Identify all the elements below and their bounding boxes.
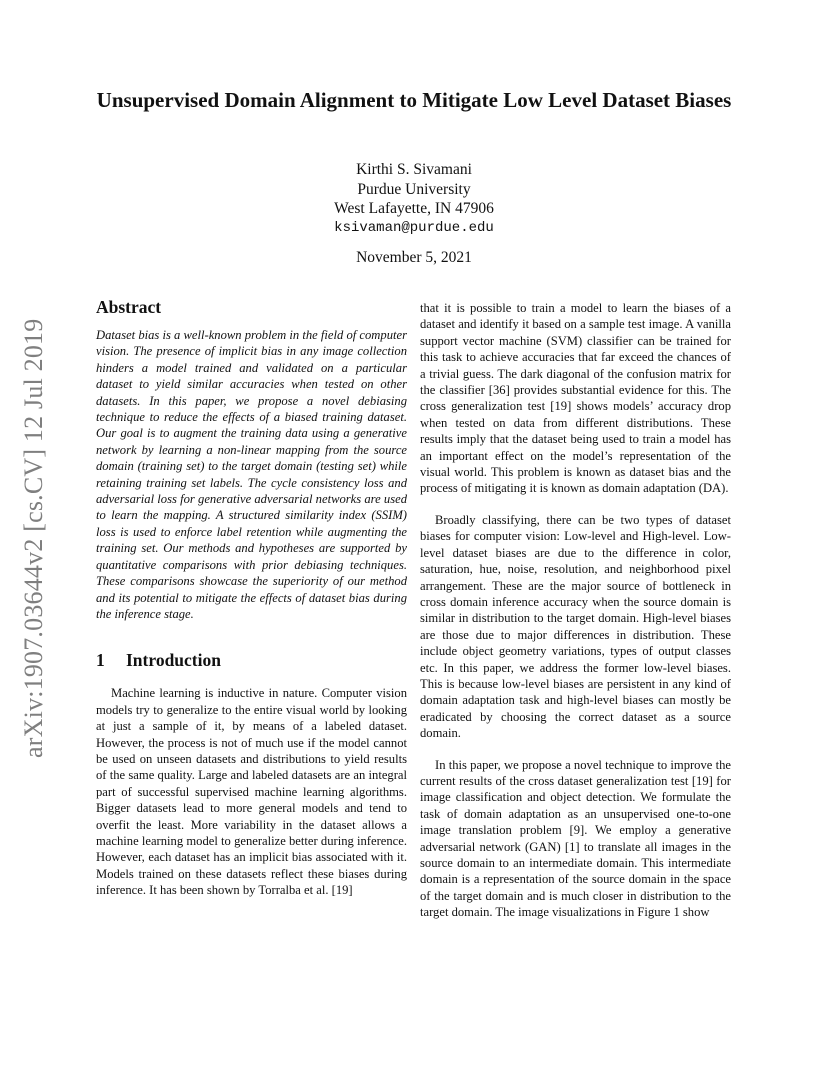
section-title: Introduction [126, 650, 221, 671]
author-name: Kirthi S. Sivamani [356, 161, 472, 178]
intro-paragraph-1: Machine learning is inductive in nature. Computer vision models try to generalize to the entire visual world by looking at just a sample of it, by means of a labeled dataset. However, the process is not of much use if the model cannot be used on unseen datasets and distributions to yield results of the same quality. Large and labeled datasets are an integral part of successful supervised machine learning algorithms. Bigger datasets lead to more general models and tend to overfit the least. More variability in the dataset allows a machine learning model to generalize better during inference. However, each dataset has an implicit bias associated with it. Models trained on these datasets reflect these biases during inference. It has been shown by Torralba et al. [19] [96, 686, 407, 898]
abstract-heading: Abstract [96, 297, 162, 317]
intro-paragraph-1-continued: that it is possible to train a model to learn the biases of a dataset and identify it based on a sample test image. A vanilla support vector machine (SVM) classifier can be trained for this task to achieve accuracies that far exceed the chances of a trivial guess. The dark diagonal of the confusion matrix for the classifier [36] provides substantial evidence for this. The cross generalization test [19] shows models’ accuracy drop when tested on data from different distributions. These results imply that the dataset being used to train a model has an important effect on the model’s representation of the visual world. This problem is known as dataset bias and the process of mitigating it is known as domain adaptation (DA). [420, 301, 731, 496]
author-block [200, 160, 628, 238]
author-location: West Lafayette, IN 47906 [334, 200, 494, 217]
abstract-text: Dataset bias is a well-known problem in the field of computer vision. The presence of implicit bias in any image collection hinders a model trained and validated on a particular dataset to yield similar accuracies when tested on other datasets. In this paper, we propose a novel debiasing technique to reduce the effects of a biased training dataset. Our goal is to augment the training data using a generative network by learning a non-linear mapping from the source domain (training set) to the target domain (testing set) while retaining training set labels. The cycle consistency loss and adversarial loss for generative adversarial networks are used to learn the mapping. A structured similarity index (SSIM) loss is used to enforce label retention while augmenting the training set. Our methods and hypotheses are supported by quantitative comparisons with prior debiasing techniques. These comparisons showcase the superiority of our method and its potential to mitigate the effects of dataset bias during the inference stage. [96, 328, 407, 621]
section-heading-introduction [96, 649, 407, 671]
paper-title: Unsupervised Domain Alignment to Mitigate Low Level Dataset Biases [96, 88, 732, 112]
arxiv-identifier-stamp: arXiv:1907.03644v2 [cs.CV] 12 Jul 2019 [19, 318, 48, 758]
right-column [420, 300, 731, 921]
author-affiliation: Purdue University [357, 180, 471, 198]
left-column [96, 296, 407, 899]
section-number: 1 [96, 650, 105, 671]
intro-paragraph-3: In this paper, we propose a novel technique to improve the current results of the cross dataset generalization test [19] for image classification and object detection. We formulate the task of domain adaptation as an unsupervised one-to-one image translation problem [9]. We employ a generative adversarial network (GAN) [1] to translate all images in the source domain to an intermediate domain. This intermediate domain is a representation of the source domain in the space of the target domain and is much closer in distribution to the target domain. The image visualizations in Figure 1 show [420, 757, 731, 920]
intro-paragraph-2: Broadly classifying, there can be two types of dataset biases for computer vision: Low-level and High-level. Low-level dataset biases are due to the difference in color, saturation, hue, noise, resolution, and neighborhood pixel arrangement. These are the major source of bottleneck in cross domain inference accuracy when the source domain is similar in distribution to the target domain. High-level biases are those due to major differences in distribution. These include object geometry variations, types of output classes etc. In this paper, we address the former low-level biases. This is because low-level biases are persistent in any kind of domain adaptation task and high-level biases can mostly be eradicated by choosing the correct dataset as a source domain. [420, 512, 731, 741]
paper-date: November 5, 2021 [356, 249, 472, 266]
author-email[interactable]: ksivaman@purdue.edu [334, 219, 494, 236]
